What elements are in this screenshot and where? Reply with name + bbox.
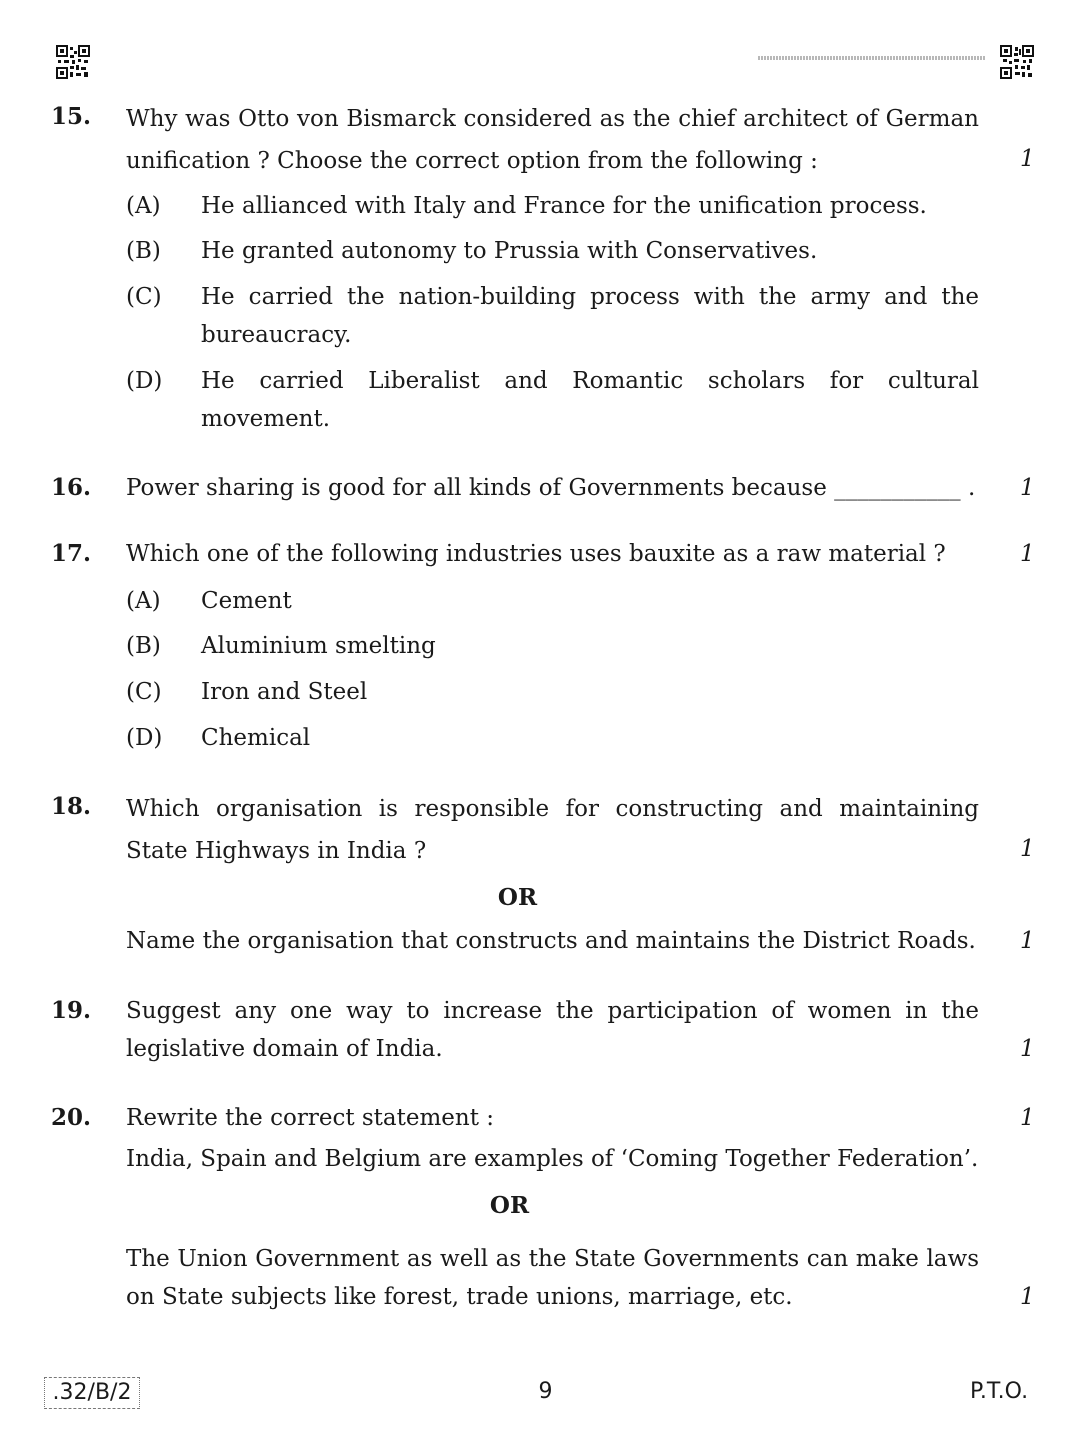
option-label: (A) <box>126 193 161 219</box>
statement-text: India, Spain and Belgium are examples of ‘Coming Together Federation’. <box>126 1146 979 1172</box>
page-number: 9 <box>538 1379 553 1404</box>
option-text: Chemical <box>201 725 311 751</box>
option-text: He allianced with Italy and France for the unification process. <box>201 193 927 219</box>
option-text: Aluminium smelting <box>201 633 436 659</box>
question-text: Name the organisation that constructs and maintains the District Roads. <box>126 928 976 954</box>
marks: 1 <box>1020 1036 1035 1062</box>
question-number: 19. <box>51 997 92 1024</box>
or-heading: OR <box>497 884 538 911</box>
option-text: He carried Liberalist and Romantic scholars for cultural movement. <box>201 368 979 432</box>
qr-code-icon <box>56 45 90 79</box>
marks: 1 <box>1020 928 1035 954</box>
microtext-line <box>758 56 986 60</box>
question-text: Which organisation is responsible for constructing and maintaining State Highways in India ? <box>126 796 979 864</box>
question-number: 20. <box>51 1104 92 1131</box>
question-text: Which one of the following industries uses bauxite as a raw material ? <box>126 541 946 567</box>
option-text: He carried the nation-building process with the army and the bureaucracy. <box>201 284 979 348</box>
pto-label: P.T.O. <box>970 1379 1029 1404</box>
option-label: (D) <box>126 725 163 751</box>
question-number: 16. <box>51 474 92 501</box>
marks: 1 <box>1020 146 1035 172</box>
marks: 1 <box>1020 836 1035 862</box>
option-label: (A) <box>126 588 161 614</box>
question-number: 17. <box>51 540 92 567</box>
option-label: (B) <box>126 633 161 659</box>
option-text: He granted autonomy to Prussia with Conservatives. <box>201 238 818 264</box>
page-footer <box>0 1375 1091 1411</box>
paper-code: .32/B/2 <box>44 1377 140 1409</box>
marks: 1 <box>1020 1284 1035 1310</box>
option-label: (B) <box>126 238 161 264</box>
question-number: 15. <box>51 103 92 130</box>
or-heading: OR <box>489 1192 530 1219</box>
question-text: Rewrite the correct statement : <box>126 1105 495 1131</box>
marks: 1 <box>1020 541 1035 567</box>
marks: 1 <box>1020 1105 1035 1131</box>
option-label: (D) <box>126 368 163 394</box>
question-number: 18. <box>51 793 92 820</box>
marks: 1 <box>1020 475 1035 501</box>
option-label: (C) <box>126 284 162 310</box>
question-text: Why was Otto von Bismarck considered as the chief architect of German unification ? Choose the correct option from the following : <box>126 106 979 174</box>
option-text: Iron and Steel <box>201 679 368 705</box>
option-label: (C) <box>126 679 162 705</box>
question-text: The Union Government as well as the State Governments can make laws on State subjects like forest, trade unions, marriage, etc. <box>126 1246 979 1310</box>
qr-code-icon <box>1000 45 1034 79</box>
question-text: Suggest any one way to increase the participation of women in the legislative domain of India. <box>126 998 979 1062</box>
question-text: Power sharing is good for all kinds of Governments because ___________ . <box>126 475 976 501</box>
option-text: Cement <box>201 588 292 614</box>
